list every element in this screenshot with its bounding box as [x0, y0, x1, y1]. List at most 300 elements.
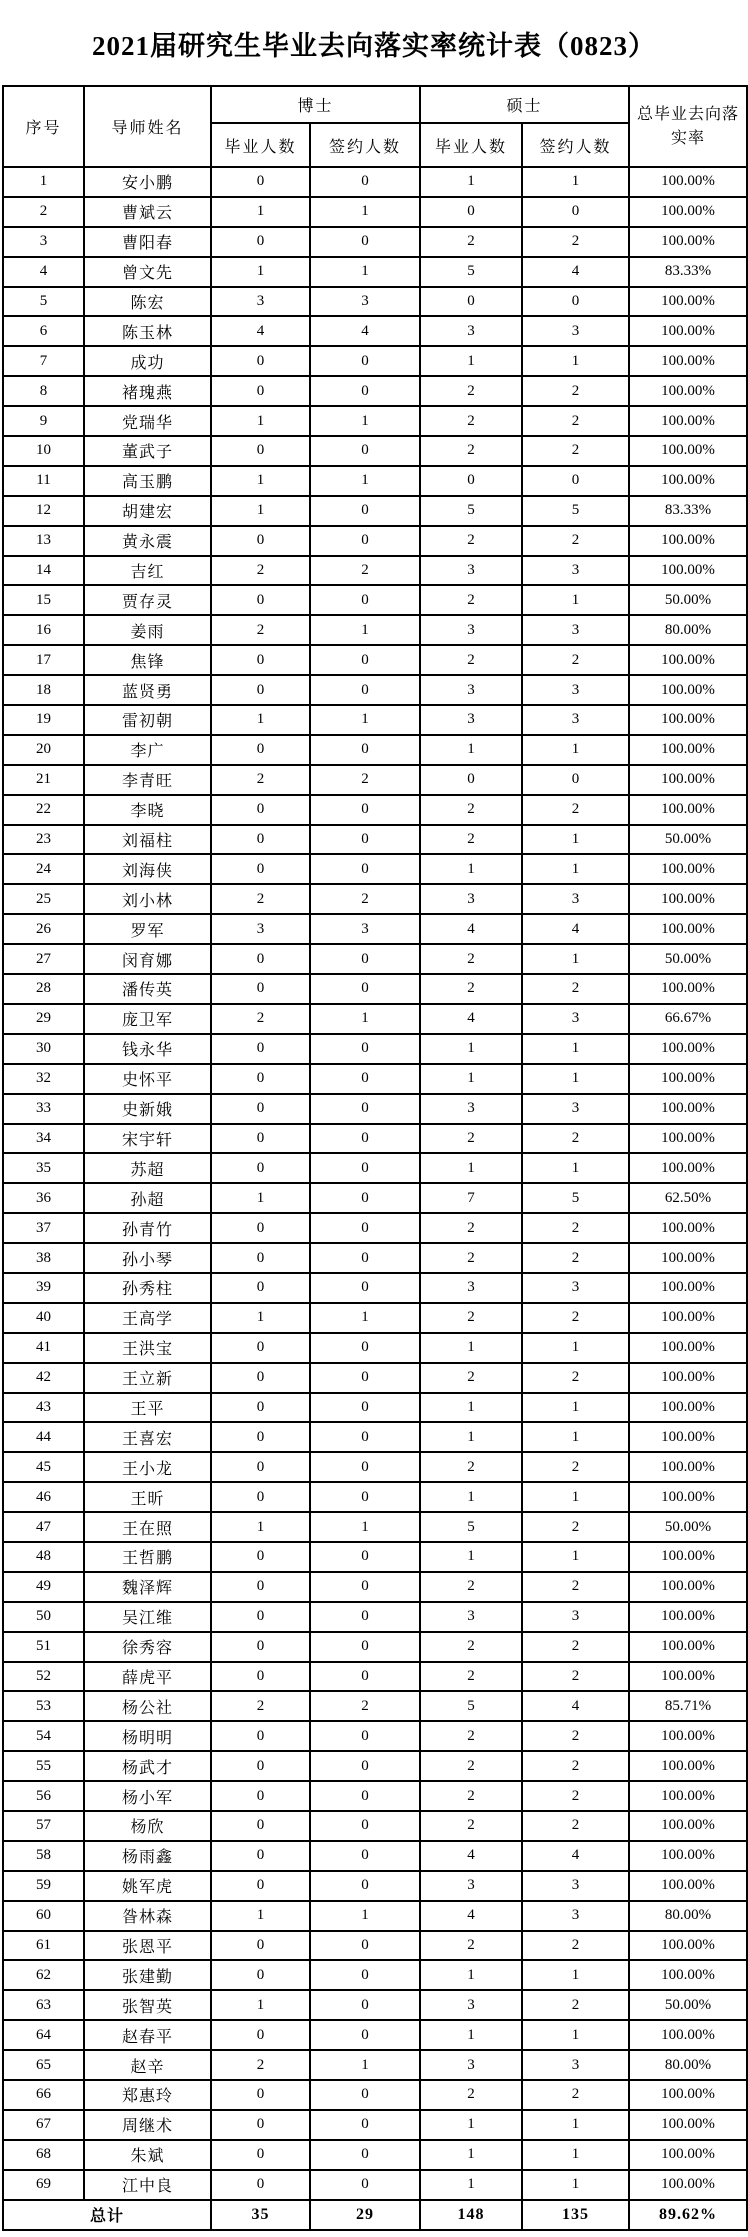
cell-phd-graduates: 0 [211, 735, 310, 765]
cell-masters-graduates: 1 [420, 2170, 522, 2200]
table-row [3, 376, 747, 406]
cell-advisor-name: 张智英 [84, 1990, 211, 2020]
cell-rate: 100.00% [629, 1452, 747, 1482]
cell-phd-graduates: 1 [211, 197, 310, 227]
cell-rate: 100.00% [629, 1034, 747, 1064]
cell-phd-graduates: 2 [211, 2050, 310, 2080]
cell-rate: 50.00% [629, 585, 747, 615]
cell-phd-graduates: 0 [211, 1632, 310, 1662]
cell-phd-signed: 1 [310, 466, 420, 496]
cell-masters-signed: 3 [522, 705, 629, 735]
table-row [3, 705, 747, 735]
cell-phd-signed: 0 [310, 1960, 420, 1990]
cell-no: 6 [3, 316, 84, 346]
cell-masters-graduates: 3 [420, 1990, 522, 2020]
table-row [3, 974, 747, 1004]
cell-no: 23 [3, 825, 84, 855]
cell-masters-graduates: 2 [420, 1931, 522, 1961]
cell-rate: 100.00% [629, 1243, 747, 1273]
cell-masters-graduates: 1 [420, 167, 522, 197]
cell-rate: 100.00% [629, 1393, 747, 1423]
cell-masters-signed: 2 [522, 1124, 629, 1154]
cell-phd-graduates: 0 [211, 2170, 310, 2200]
header-masters-signed: 签约人数 [522, 123, 629, 167]
table-row [3, 1124, 747, 1154]
cell-phd-graduates: 1 [211, 1901, 310, 1931]
cell-masters-graduates: 1 [420, 1034, 522, 1064]
cell-phd-graduates: 0 [211, 1393, 310, 1423]
table-row [3, 227, 747, 257]
cell-rate: 100.00% [629, 884, 747, 914]
cell-masters-signed: 2 [522, 1243, 629, 1273]
cell-masters-graduates: 3 [420, 705, 522, 735]
cell-phd-signed: 1 [310, 1303, 420, 1333]
cell-masters-graduates: 1 [420, 1153, 522, 1183]
cell-masters-signed: 2 [522, 376, 629, 406]
cell-no: 52 [3, 1662, 84, 1692]
cell-masters-signed: 1 [522, 167, 629, 197]
cell-no: 40 [3, 1303, 84, 1333]
cell-no: 61 [3, 1931, 84, 1961]
cell-no: 21 [3, 765, 84, 795]
cell-advisor-name: 史怀平 [84, 1064, 211, 1094]
cell-rate: 100.00% [629, 556, 747, 586]
cell-masters-signed: 2 [522, 974, 629, 1004]
cell-phd-signed: 0 [310, 1602, 420, 1632]
cell-masters-graduates: 2 [420, 406, 522, 436]
cell-masters-signed: 3 [522, 1094, 629, 1124]
cell-no: 26 [3, 914, 84, 944]
cell-masters-signed: 1 [522, 1034, 629, 1064]
header-advisor-name: 导师姓名 [84, 86, 211, 167]
cell-phd-signed: 1 [310, 1004, 420, 1034]
cell-no: 57 [3, 1811, 84, 1841]
cell-rate: 83.33% [629, 496, 747, 526]
cell-masters-signed: 2 [522, 2080, 629, 2110]
cell-advisor-name: 孙小琴 [84, 1243, 211, 1273]
cell-phd-graduates: 0 [211, 2020, 310, 2050]
cell-masters-graduates: 1 [420, 2020, 522, 2050]
cell-masters-signed: 2 [522, 1572, 629, 1602]
cell-advisor-name: 安小鹏 [84, 167, 211, 197]
cell-no: 30 [3, 1034, 84, 1064]
cell-phd-signed: 0 [310, 854, 420, 884]
cell-rate: 100.00% [629, 2140, 747, 2170]
cell-advisor-name: 陈玉林 [84, 316, 211, 346]
cell-rate: 50.00% [629, 825, 747, 855]
table-row [3, 854, 747, 884]
cell-advisor-name: 焦锋 [84, 645, 211, 675]
cell-masters-signed: 3 [522, 1901, 629, 1931]
cell-advisor-name: 杨公社 [84, 1691, 211, 1721]
table-row [3, 496, 747, 526]
total-row [3, 2200, 747, 2230]
cell-masters-signed: 2 [522, 1512, 629, 1542]
cell-rate: 100.00% [629, 1064, 747, 1094]
cell-phd-signed: 4 [310, 316, 420, 346]
cell-rate: 100.00% [629, 1721, 747, 1751]
cell-masters-signed: 2 [522, 406, 629, 436]
cell-masters-signed: 2 [522, 1363, 629, 1393]
cell-rate: 100.00% [629, 287, 747, 317]
cell-advisor-name: 江中良 [84, 2170, 211, 2200]
header-masters-graduates: 毕业人数 [420, 123, 522, 167]
cell-masters-graduates: 2 [420, 1213, 522, 1243]
cell-phd-graduates: 0 [211, 227, 310, 257]
cell-masters-graduates: 2 [420, 1363, 522, 1393]
cell-masters-signed: 3 [522, 675, 629, 705]
cell-rate: 100.00% [629, 675, 747, 705]
cell-rate: 100.00% [629, 406, 747, 436]
cell-phd-signed: 0 [310, 1363, 420, 1393]
cell-masters-signed: 1 [522, 1333, 629, 1363]
table-row [3, 884, 747, 914]
cell-masters-signed: 2 [522, 1931, 629, 1961]
cell-masters-graduates: 2 [420, 526, 522, 556]
cell-advisor-name: 党瑞华 [84, 406, 211, 436]
cell-rate: 83.33% [629, 257, 747, 287]
cell-rate: 100.00% [629, 1363, 747, 1393]
cell-rate: 50.00% [629, 1990, 747, 2020]
cell-phd-signed: 0 [310, 1482, 420, 1512]
cell-no: 13 [3, 526, 84, 556]
cell-advisor-name: 王平 [84, 1393, 211, 1423]
cell-phd-signed: 0 [310, 944, 420, 974]
cell-masters-graduates: 2 [420, 1572, 522, 1602]
cell-no: 46 [3, 1482, 84, 1512]
cell-phd-graduates: 2 [211, 1004, 310, 1034]
total-rate: 89.62% [629, 2200, 747, 2230]
cell-rate: 100.00% [629, 974, 747, 1004]
cell-phd-graduates: 2 [211, 765, 310, 795]
cell-phd-signed: 0 [310, 675, 420, 705]
cell-no: 11 [3, 466, 84, 496]
table-row [3, 795, 747, 825]
cell-rate: 100.00% [629, 1094, 747, 1124]
cell-phd-signed: 0 [310, 1422, 420, 1452]
cell-advisor-name: 周继术 [84, 2110, 211, 2140]
cell-rate: 80.00% [629, 1901, 747, 1931]
cell-masters-graduates: 2 [420, 1243, 522, 1273]
table-row [3, 1572, 747, 1602]
cell-masters-signed: 3 [522, 556, 629, 586]
cell-advisor-name: 陈宏 [84, 287, 211, 317]
cell-rate: 100.00% [629, 1841, 747, 1871]
cell-masters-graduates: 2 [420, 1303, 522, 1333]
cell-no: 10 [3, 436, 84, 466]
cell-rate: 62.50% [629, 1183, 747, 1213]
cell-no: 69 [3, 2170, 84, 2200]
cell-phd-signed: 0 [310, 1153, 420, 1183]
cell-rate: 100.00% [629, 436, 747, 466]
cell-masters-graduates: 4 [420, 1901, 522, 1931]
table-row [3, 1393, 747, 1423]
cell-advisor-name: 潘传英 [84, 974, 211, 1004]
cell-rate: 100.00% [629, 227, 747, 257]
cell-masters-graduates: 2 [420, 1662, 522, 1692]
table-row [3, 675, 747, 705]
table-row [3, 1990, 747, 2020]
cell-phd-graduates: 0 [211, 1243, 310, 1273]
cell-no: 43 [3, 1393, 84, 1423]
statistics-table [2, 85, 748, 2231]
cell-no: 12 [3, 496, 84, 526]
cell-no: 28 [3, 974, 84, 1004]
table-row [3, 1901, 747, 1931]
cell-masters-signed: 4 [522, 1691, 629, 1721]
cell-phd-graduates: 0 [211, 1662, 310, 1692]
cell-masters-graduates: 2 [420, 585, 522, 615]
cell-rate: 85.71% [629, 1691, 747, 1721]
cell-masters-signed: 2 [522, 1990, 629, 2020]
cell-rate: 100.00% [629, 735, 747, 765]
cell-advisor-name: 吴江维 [84, 1602, 211, 1632]
cell-phd-graduates: 0 [211, 1960, 310, 1990]
cell-rate: 50.00% [629, 1512, 747, 1542]
cell-phd-signed: 0 [310, 2080, 420, 2110]
header-masters-group: 硕士 [420, 86, 629, 123]
cell-masters-signed: 0 [522, 197, 629, 227]
table-row [3, 1004, 747, 1034]
table-row [3, 645, 747, 675]
cell-phd-signed: 0 [310, 1931, 420, 1961]
table-row [3, 1721, 747, 1751]
cell-phd-graduates: 1 [211, 406, 310, 436]
cell-masters-signed: 0 [522, 466, 629, 496]
cell-phd-signed: 0 [310, 2110, 420, 2140]
table-row [3, 1333, 747, 1363]
cell-phd-graduates: 1 [211, 1990, 310, 2020]
cell-masters-signed: 1 [522, 1960, 629, 1990]
cell-masters-graduates: 2 [420, 1124, 522, 1154]
cell-no: 3 [3, 227, 84, 257]
cell-rate: 100.00% [629, 2020, 747, 2050]
cell-phd-signed: 0 [310, 645, 420, 675]
cell-advisor-name: 成功 [84, 346, 211, 376]
table-row [3, 1183, 747, 1213]
cell-phd-signed: 0 [310, 436, 420, 466]
cell-masters-signed: 1 [522, 2020, 629, 2050]
cell-masters-signed: 2 [522, 645, 629, 675]
table-row [3, 1303, 747, 1333]
cell-phd-signed: 2 [310, 884, 420, 914]
cell-rate: 100.00% [629, 914, 747, 944]
cell-phd-graduates: 0 [211, 1422, 310, 1452]
table-row [3, 1064, 747, 1094]
cell-masters-signed: 0 [522, 765, 629, 795]
cell-phd-signed: 0 [310, 1213, 420, 1243]
cell-masters-graduates: 1 [420, 735, 522, 765]
cell-masters-graduates: 0 [420, 765, 522, 795]
cell-phd-graduates: 0 [211, 1751, 310, 1781]
cell-phd-signed: 3 [310, 914, 420, 944]
cell-phd-signed: 1 [310, 2050, 420, 2080]
cell-rate: 100.00% [629, 1871, 747, 1901]
cell-masters-graduates: 2 [420, 227, 522, 257]
cell-rate: 100.00% [629, 2080, 747, 2110]
cell-phd-signed: 0 [310, 1393, 420, 1423]
cell-phd-graduates: 0 [211, 1721, 310, 1751]
table-row [3, 1751, 747, 1781]
cell-no: 63 [3, 1990, 84, 2020]
cell-no: 1 [3, 167, 84, 197]
cell-masters-signed: 1 [522, 854, 629, 884]
cell-masters-graduates: 2 [420, 376, 522, 406]
cell-advisor-name: 王在照 [84, 1512, 211, 1542]
cell-rate: 100.00% [629, 1632, 747, 1662]
cell-masters-graduates: 3 [420, 2050, 522, 2080]
cell-advisor-name: 曾文先 [84, 257, 211, 287]
cell-advisor-name: 宋宇轩 [84, 1124, 211, 1154]
cell-masters-signed: 2 [522, 436, 629, 466]
table-row [3, 1811, 747, 1841]
cell-rate: 100.00% [629, 765, 747, 795]
cell-masters-graduates: 1 [420, 1422, 522, 1452]
cell-masters-signed: 2 [522, 1452, 629, 1482]
cell-phd-graduates: 0 [211, 526, 310, 556]
cell-advisor-name: 史新娥 [84, 1094, 211, 1124]
cell-masters-graduates: 1 [420, 1064, 522, 1094]
cell-no: 5 [3, 287, 84, 317]
cell-phd-signed: 1 [310, 1512, 420, 1542]
cell-phd-graduates: 2 [211, 615, 310, 645]
table-row [3, 1094, 747, 1124]
cell-phd-graduates: 1 [211, 257, 310, 287]
cell-masters-graduates: 1 [420, 2110, 522, 2140]
cell-masters-signed: 4 [522, 1841, 629, 1871]
cell-masters-graduates: 3 [420, 316, 522, 346]
cell-advisor-name: 王昕 [84, 1482, 211, 1512]
cell-masters-graduates: 3 [420, 556, 522, 586]
cell-advisor-name: 孙秀柱 [84, 1273, 211, 1303]
cell-no: 59 [3, 1871, 84, 1901]
cell-advisor-name: 曹斌云 [84, 197, 211, 227]
cell-masters-graduates: 5 [420, 496, 522, 526]
cell-masters-graduates: 4 [420, 914, 522, 944]
table-row [3, 167, 747, 197]
table-row [3, 316, 747, 346]
cell-phd-graduates: 0 [211, 1213, 310, 1243]
cell-masters-signed: 2 [522, 1781, 629, 1811]
cell-advisor-name: 薛虎平 [84, 1662, 211, 1692]
table-row [3, 197, 747, 227]
cell-phd-signed: 0 [310, 1183, 420, 1213]
cell-phd-graduates: 0 [211, 645, 310, 675]
cell-no: 65 [3, 2050, 84, 2080]
cell-phd-signed: 0 [310, 1542, 420, 1572]
cell-masters-graduates: 2 [420, 1632, 522, 1662]
cell-masters-graduates: 2 [420, 1811, 522, 1841]
cell-advisor-name: 曹阳春 [84, 227, 211, 257]
cell-advisor-name: 张建勤 [84, 1960, 211, 1990]
cell-advisor-name: 王哲鹏 [84, 1542, 211, 1572]
cell-rate: 100.00% [629, 1751, 747, 1781]
table-row [3, 825, 747, 855]
cell-phd-graduates: 1 [211, 496, 310, 526]
cell-advisor-name: 庞卫军 [84, 1004, 211, 1034]
cell-no: 7 [3, 346, 84, 376]
cell-masters-signed: 1 [522, 585, 629, 615]
cell-phd-graduates: 0 [211, 2110, 310, 2140]
cell-no: 20 [3, 735, 84, 765]
cell-advisor-name: 高玉鹏 [84, 466, 211, 496]
cell-masters-graduates: 1 [420, 1482, 522, 1512]
cell-masters-graduates: 5 [420, 1691, 522, 1721]
cell-no: 29 [3, 1004, 84, 1034]
cell-phd-signed: 0 [310, 1452, 420, 1482]
cell-advisor-name: 王喜宏 [84, 1422, 211, 1452]
cell-phd-graduates: 0 [211, 1482, 310, 1512]
cell-advisor-name: 王立新 [84, 1363, 211, 1393]
cell-rate: 100.00% [629, 1662, 747, 1692]
cell-phd-signed: 0 [310, 795, 420, 825]
cell-masters-graduates: 1 [420, 2140, 522, 2170]
cell-phd-graduates: 1 [211, 1512, 310, 1542]
table-row [3, 556, 747, 586]
cell-phd-signed: 0 [310, 1243, 420, 1273]
total-label: 总计 [3, 2200, 211, 2230]
cell-masters-graduates: 2 [420, 944, 522, 974]
cell-phd-graduates: 0 [211, 1602, 310, 1632]
cell-masters-signed: 5 [522, 1183, 629, 1213]
cell-masters-graduates: 3 [420, 675, 522, 705]
cell-phd-graduates: 4 [211, 316, 310, 346]
cell-phd-signed: 1 [310, 197, 420, 227]
cell-masters-graduates: 1 [420, 1333, 522, 1363]
cell-rate: 100.00% [629, 2110, 747, 2140]
table-row [3, 1243, 747, 1273]
cell-advisor-name: 孙青竹 [84, 1213, 211, 1243]
cell-masters-signed: 3 [522, 884, 629, 914]
table-row [3, 466, 747, 496]
table-row [3, 1662, 747, 1692]
cell-advisor-name: 黄永震 [84, 526, 211, 556]
cell-phd-signed: 0 [310, 1841, 420, 1871]
header-phd-graduates: 毕业人数 [211, 123, 310, 167]
cell-no: 49 [3, 1572, 84, 1602]
cell-masters-signed: 2 [522, 1303, 629, 1333]
cell-advisor-name: 杨小军 [84, 1781, 211, 1811]
cell-phd-graduates: 0 [211, 346, 310, 376]
cell-no: 54 [3, 1721, 84, 1751]
cell-advisor-name: 杨明明 [84, 1721, 211, 1751]
table-row [3, 944, 747, 974]
table-row [3, 1363, 747, 1393]
cell-masters-graduates: 1 [420, 1393, 522, 1423]
cell-phd-graduates: 0 [211, 1452, 310, 1482]
header-phd-signed: 签约人数 [310, 123, 420, 167]
cell-phd-graduates: 3 [211, 287, 310, 317]
cell-masters-graduates: 0 [420, 287, 522, 317]
cell-advisor-name: 李晓 [84, 795, 211, 825]
cell-phd-graduates: 0 [211, 1542, 310, 1572]
cell-no: 32 [3, 1064, 84, 1094]
cell-masters-signed: 1 [522, 1064, 629, 1094]
cell-masters-graduates: 7 [420, 1183, 522, 1213]
cell-rate: 100.00% [629, 1273, 747, 1303]
cell-masters-signed: 3 [522, 2050, 629, 2080]
table-row [3, 1781, 747, 1811]
cell-phd-graduates: 0 [211, 1363, 310, 1393]
cell-advisor-name: 昝林森 [84, 1901, 211, 1931]
total-phd-graduates: 35 [211, 2200, 310, 2230]
cell-advisor-name: 姜雨 [84, 615, 211, 645]
cell-no: 35 [3, 1153, 84, 1183]
cell-masters-graduates: 1 [420, 1960, 522, 1990]
cell-advisor-name: 贾存灵 [84, 585, 211, 615]
cell-no: 67 [3, 2110, 84, 2140]
cell-phd-signed: 0 [310, 735, 420, 765]
